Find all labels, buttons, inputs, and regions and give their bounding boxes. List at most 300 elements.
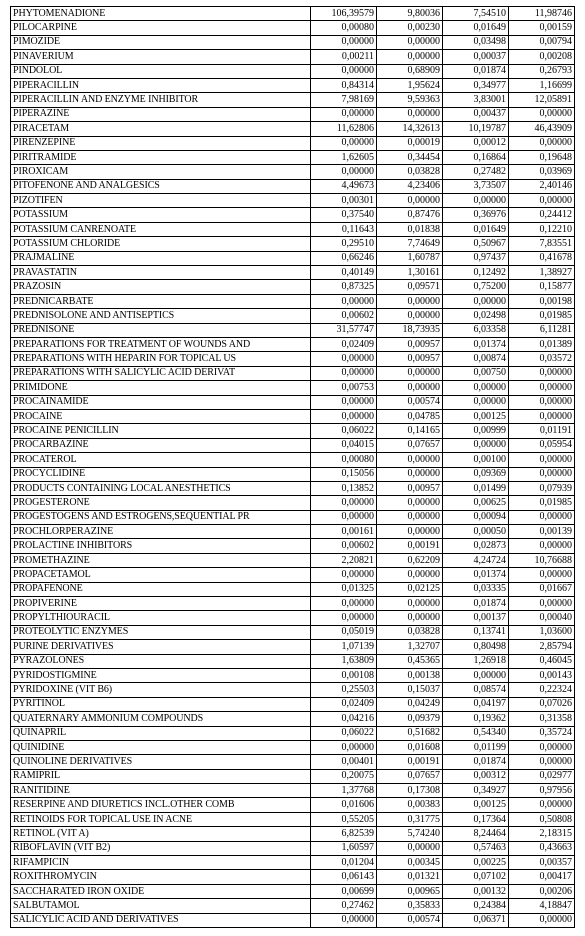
substance-name-cell: QUATERNARY AMMONIUM COMPOUNDS (11, 712, 311, 726)
value-cell-col1: 0,00602 (311, 539, 377, 553)
value-cell-col1: 0,00000 (311, 352, 377, 366)
value-cell-col2: 0,00574 (377, 395, 443, 409)
value-cell-col3: 0,04197 (443, 697, 509, 711)
value-cell-col3: 0,00037 (443, 50, 509, 64)
value-cell-col4: 10,76688 (509, 553, 575, 567)
value-cell-col4: 0,00206 (509, 884, 575, 898)
value-cell-col2: 0,03828 (377, 165, 443, 179)
table-row (11, 136, 575, 150)
value-cell-col1: 0,00699 (311, 884, 377, 898)
value-cell-col4: 0,12210 (509, 222, 575, 236)
value-cell-col4: 0,03969 (509, 165, 575, 179)
value-cell-col1: 0,00000 (311, 366, 377, 380)
value-cell-col2: 0,04249 (377, 697, 443, 711)
value-cell-col3: 0,13741 (443, 625, 509, 639)
value-cell-col2: 0,00574 (377, 913, 443, 927)
value-cell-col4: 12,05891 (509, 93, 575, 107)
value-cell-col3: 0,12492 (443, 266, 509, 280)
value-cell-col3: 0,19362 (443, 712, 509, 726)
value-cell-col1: 0,37540 (311, 208, 377, 222)
value-cell-col1: 7,98169 (311, 93, 377, 107)
value-cell-col2: 0,00000 (377, 453, 443, 467)
value-cell-col4: 0,00000 (509, 107, 575, 121)
table-row (11, 827, 575, 841)
table-row (11, 510, 575, 524)
value-cell-col1: 0,00000 (311, 165, 377, 179)
value-cell-col4: 0,00000 (509, 381, 575, 395)
table-row (11, 884, 575, 898)
value-cell-col1: 106,39579 (311, 7, 377, 21)
value-cell-col1: 0,00000 (311, 510, 377, 524)
value-cell-col3: 0,00000 (443, 395, 509, 409)
value-cell-col4: 0,01985 (509, 496, 575, 510)
value-cell-col4: 0,05954 (509, 438, 575, 452)
value-cell-col2: 0,00000 (377, 294, 443, 308)
value-cell-col4: 0,00794 (509, 35, 575, 49)
value-cell-col2: 0,03828 (377, 625, 443, 639)
substance-name-cell: PRAZOSIN (11, 280, 311, 294)
value-cell-col3: 0,24384 (443, 899, 509, 913)
table-row (11, 784, 575, 798)
value-cell-col1: 0,02409 (311, 697, 377, 711)
substance-name-cell: SALBUTAMOL (11, 899, 311, 913)
value-cell-col1: 0,11643 (311, 222, 377, 236)
value-cell-col2: 0,00000 (377, 510, 443, 524)
substance-name-cell: PYRIDOXINE (VIT B6) (11, 683, 311, 697)
value-cell-col4: 0,00000 (509, 539, 575, 553)
value-cell-col2: 0,00000 (377, 597, 443, 611)
table-row (11, 683, 575, 697)
substance-name-cell: PROCAINE PENICILLIN (11, 424, 311, 438)
table-row (11, 21, 575, 35)
table-row (11, 7, 575, 21)
value-cell-col1: 0,00161 (311, 525, 377, 539)
table-row (11, 309, 575, 323)
value-cell-col1: 0,00108 (311, 668, 377, 682)
value-cell-col4: 0,43663 (509, 841, 575, 855)
value-cell-col4: 2,40146 (509, 179, 575, 193)
value-cell-col2: 0,34454 (377, 150, 443, 164)
value-cell-col4: 0,15877 (509, 280, 575, 294)
value-cell-col2: 0,00000 (377, 50, 443, 64)
substance-name-cell: RAMIPRIL (11, 769, 311, 783)
value-cell-col4: 7,83551 (509, 237, 575, 251)
value-cell-col1: 0,66246 (311, 251, 377, 265)
table-row (11, 409, 575, 423)
table-row (11, 366, 575, 380)
value-cell-col4: 11,98746 (509, 7, 575, 21)
value-cell-col3: 0,00312 (443, 769, 509, 783)
substance-name-cell: PROPAFENONE (11, 582, 311, 596)
substance-name-cell: PROCAINAMIDE (11, 395, 311, 409)
table-row (11, 525, 575, 539)
substance-name-cell: PROGESTOGENS AND ESTROGENS,SEQUENTIAL PR (11, 510, 311, 524)
table-row (11, 467, 575, 481)
value-cell-col3: 0,00094 (443, 510, 509, 524)
value-cell-col4: 0,07939 (509, 481, 575, 495)
value-cell-col1: 0,00301 (311, 194, 377, 208)
substance-name-cell: SACCHARATED IRON OXIDE (11, 884, 311, 898)
value-cell-col3: 0,00625 (443, 496, 509, 510)
value-cell-col1: 0,00000 (311, 294, 377, 308)
value-cell-col3: 0,27482 (443, 165, 509, 179)
value-cell-col1: 0,00000 (311, 136, 377, 150)
value-cell-col3: 0,80498 (443, 640, 509, 654)
value-cell-col2: 9,59363 (377, 93, 443, 107)
value-cell-col1: 0,55205 (311, 812, 377, 826)
value-cell-col3: 0,50967 (443, 237, 509, 251)
value-cell-col4: 0,00000 (509, 409, 575, 423)
value-cell-col2: 0,00000 (377, 525, 443, 539)
substance-name-cell: PRIMIDONE (11, 381, 311, 395)
substance-name-cell: PHYTOMENADIONE (11, 7, 311, 21)
substance-name-cell: PILOCARPINE (11, 21, 311, 35)
value-cell-col3: 0,07102 (443, 870, 509, 884)
table-row (11, 251, 575, 265)
value-cell-col1: 0,00080 (311, 21, 377, 35)
value-cell-col2: 0,14165 (377, 424, 443, 438)
table-row (11, 165, 575, 179)
substance-name-cell: PROLACTINE INHIBITORS (11, 539, 311, 553)
value-cell-col2: 0,00000 (377, 35, 443, 49)
value-cell-col3: 4,24724 (443, 553, 509, 567)
value-cell-col4: 0,00000 (509, 467, 575, 481)
value-cell-col2: 1,30161 (377, 266, 443, 280)
substance-name-cell: PURINE DERIVATIVES (11, 640, 311, 654)
value-cell-col3: 0,00012 (443, 136, 509, 150)
table-row (11, 539, 575, 553)
value-cell-col2: 0,00000 (377, 611, 443, 625)
value-cell-col2: 5,74240 (377, 827, 443, 841)
value-cell-col3: 0,00100 (443, 453, 509, 467)
table-row (11, 64, 575, 78)
substance-name-cell: PROGESTERONE (11, 496, 311, 510)
value-cell-col2: 0,00191 (377, 539, 443, 553)
value-cell-col2: 0,00965 (377, 884, 443, 898)
value-cell-col2: 0,00383 (377, 798, 443, 812)
value-cell-col2: 0,00019 (377, 136, 443, 150)
value-cell-col2: 1,32707 (377, 640, 443, 654)
table-row (11, 78, 575, 92)
substance-name-cell: PIPERACILLIN (11, 78, 311, 92)
value-cell-col3: 0,00137 (443, 611, 509, 625)
value-cell-col4: 0,26793 (509, 64, 575, 78)
substance-name-cell: RETINOL (VIT A) (11, 827, 311, 841)
value-cell-col4: 1,03600 (509, 625, 575, 639)
value-cell-col4: 1,38927 (509, 266, 575, 280)
table-row (11, 93, 575, 107)
value-cell-col3: 0,34927 (443, 784, 509, 798)
value-cell-col4: 0,50808 (509, 812, 575, 826)
value-cell-col2: 0,07657 (377, 438, 443, 452)
value-cell-col1: 11,62806 (311, 122, 377, 136)
table-row (11, 798, 575, 812)
value-cell-col1: 0,27462 (311, 899, 377, 913)
table-row (11, 35, 575, 49)
substance-name-cell: PINDOLOL (11, 64, 311, 78)
value-cell-col1: 0,00000 (311, 64, 377, 78)
value-cell-col3: 0,36976 (443, 208, 509, 222)
value-cell-col3: 7,54510 (443, 7, 509, 21)
value-cell-col4: 0,00000 (509, 194, 575, 208)
value-cell-col3: 0,01874 (443, 64, 509, 78)
value-cell-col4: 0,00000 (509, 755, 575, 769)
value-cell-col3: 0,01874 (443, 597, 509, 611)
table-row (11, 640, 575, 654)
value-cell-col2: 0,00345 (377, 856, 443, 870)
value-cell-col3: 0,03335 (443, 582, 509, 596)
substance-name-cell: PYRIDOSTIGMINE (11, 668, 311, 682)
substance-name-cell: QUINOLINE DERIVATIVES (11, 755, 311, 769)
value-cell-col2: 0,00000 (377, 568, 443, 582)
value-cell-col1: 0,00000 (311, 409, 377, 423)
table-body (11, 7, 575, 928)
table-row (11, 266, 575, 280)
value-cell-col3: 0,01199 (443, 740, 509, 754)
value-cell-col3: 0,01649 (443, 222, 509, 236)
substance-name-cell: SALICYLIC ACID AND DERIVATIVES (11, 913, 311, 927)
value-cell-col4: 46,43909 (509, 122, 575, 136)
value-cell-col1: 0,06143 (311, 870, 377, 884)
table-row (11, 597, 575, 611)
value-cell-col2: 0,01321 (377, 870, 443, 884)
value-cell-col3: 1,26918 (443, 654, 509, 668)
value-cell-col3: 0,00000 (443, 438, 509, 452)
value-cell-col2: 0,51682 (377, 726, 443, 740)
value-cell-col1: 0,00000 (311, 597, 377, 611)
value-cell-col1: 0,25503 (311, 683, 377, 697)
value-cell-col1: 1,63809 (311, 654, 377, 668)
value-cell-col1: 0,00753 (311, 381, 377, 395)
substance-name-cell: PREPARATIONS WITH SALICYLIC ACID DERIVAT (11, 366, 311, 380)
value-cell-col2: 0,00000 (377, 381, 443, 395)
value-cell-col4: 0,01191 (509, 424, 575, 438)
value-cell-col2: 0,00000 (377, 496, 443, 510)
value-cell-col1: 0,00000 (311, 913, 377, 927)
substance-name-cell: PREDNICARBATE (11, 294, 311, 308)
value-cell-col4: 0,41678 (509, 251, 575, 265)
substance-name-cell: PREDNISONE (11, 323, 311, 337)
value-cell-col2: 18,73935 (377, 323, 443, 337)
value-cell-col3: 0,00000 (443, 668, 509, 682)
table-row (11, 726, 575, 740)
table-row (11, 568, 575, 582)
table-row (11, 899, 575, 913)
table-row (11, 150, 575, 164)
substance-name-cell: PREPARATIONS FOR TREATMENT OF WOUNDS AND (11, 337, 311, 351)
table-row (11, 381, 575, 395)
value-cell-col2: 0,00230 (377, 21, 443, 35)
value-cell-col1: 0,01325 (311, 582, 377, 596)
value-cell-col3: 0,02498 (443, 309, 509, 323)
substance-name-cell: QUINIDINE (11, 740, 311, 754)
table-row (11, 337, 575, 351)
table-row (11, 323, 575, 337)
table-row (11, 222, 575, 236)
value-cell-col4: 0,35724 (509, 726, 575, 740)
substance-name-cell: PIZOTIFEN (11, 194, 311, 208)
value-cell-col1: 0,00000 (311, 740, 377, 754)
value-cell-col4: 0,00139 (509, 525, 575, 539)
substance-name-cell: PIMOZIDE (11, 35, 311, 49)
value-cell-col1: 0,04216 (311, 712, 377, 726)
value-cell-col3: 0,03498 (443, 35, 509, 49)
value-cell-col4: 0,00417 (509, 870, 575, 884)
value-cell-col1: 0,06022 (311, 424, 377, 438)
value-cell-col1: 0,00000 (311, 568, 377, 582)
value-cell-col3: 0,00874 (443, 352, 509, 366)
table-row (11, 237, 575, 251)
value-cell-col2: 0,87476 (377, 208, 443, 222)
value-cell-col4: 0,03572 (509, 352, 575, 366)
table-row (11, 625, 575, 639)
substance-name-cell: POTASSIUM CANRENOATE (11, 222, 311, 236)
value-cell-col3: 0,57463 (443, 841, 509, 855)
table-row (11, 611, 575, 625)
value-cell-col3: 0,01374 (443, 337, 509, 351)
table-row (11, 453, 575, 467)
value-cell-col2: 0,00191 (377, 755, 443, 769)
value-cell-col2: 0,02125 (377, 582, 443, 596)
value-cell-col3: 0,01374 (443, 568, 509, 582)
table-row (11, 740, 575, 754)
value-cell-col4: 0,00000 (509, 136, 575, 150)
substance-name-cell: PIRACETAM (11, 122, 311, 136)
substance-name-cell: RIFAMPICIN (11, 856, 311, 870)
value-cell-col2: 0,00000 (377, 841, 443, 855)
value-cell-col1: 0,00211 (311, 50, 377, 64)
substance-name-cell: PREPARATIONS WITH HEPARIN FOR TOPICAL US (11, 352, 311, 366)
value-cell-col3: 0,08574 (443, 683, 509, 697)
value-cell-col2: 0,01838 (377, 222, 443, 236)
value-cell-col3: 0,01874 (443, 755, 509, 769)
value-cell-col4: 0,46045 (509, 654, 575, 668)
value-cell-col3: 0,01649 (443, 21, 509, 35)
value-cell-col2: 0,04785 (377, 409, 443, 423)
value-cell-col4: 0,00000 (509, 510, 575, 524)
substance-name-cell: PINAVERIUM (11, 50, 311, 64)
value-cell-col2: 0,00000 (377, 366, 443, 380)
substance-name-cell: POTASSIUM (11, 208, 311, 222)
value-cell-col1: 0,00080 (311, 453, 377, 467)
value-cell-col2: 14,32613 (377, 122, 443, 136)
value-cell-col3: 0,00750 (443, 366, 509, 380)
table-row (11, 769, 575, 783)
value-cell-col2: 0,00000 (377, 309, 443, 323)
value-cell-col1: 31,57747 (311, 323, 377, 337)
value-cell-col4: 0,01389 (509, 337, 575, 351)
value-cell-col4: 2,85794 (509, 640, 575, 654)
value-cell-col1: 0,15056 (311, 467, 377, 481)
value-cell-col1: 0,84314 (311, 78, 377, 92)
value-cell-col1: 0,00000 (311, 395, 377, 409)
value-cell-col3: 0,00125 (443, 409, 509, 423)
substance-name-cell: PROPYLTHIOURACIL (11, 611, 311, 625)
substance-name-cell: ROXITHROMYCIN (11, 870, 311, 884)
value-cell-col3: 0,00050 (443, 525, 509, 539)
substance-name-cell: PYRITINOL (11, 697, 311, 711)
value-cell-col1: 0,05019 (311, 625, 377, 639)
value-cell-col1: 4,49673 (311, 179, 377, 193)
value-cell-col2: 0,00000 (377, 467, 443, 481)
value-cell-col1: 1,37768 (311, 784, 377, 798)
value-cell-col1: 0,00000 (311, 107, 377, 121)
table-row (11, 122, 575, 136)
value-cell-col2: 0,35833 (377, 899, 443, 913)
table-row (11, 697, 575, 711)
value-cell-col2: 0,00000 (377, 107, 443, 121)
value-cell-col2: 0,00957 (377, 352, 443, 366)
substance-name-cell: PIPERACILLIN AND ENZYME INHIBITOR (11, 93, 311, 107)
substance-name-cell: PREDNISOLONE AND ANTISEPTICS (11, 309, 311, 323)
table-row (11, 395, 575, 409)
value-cell-col1: 0,04015 (311, 438, 377, 452)
value-cell-col3: 10,19787 (443, 122, 509, 136)
table-row (11, 194, 575, 208)
value-cell-col4: 0,00000 (509, 798, 575, 812)
substance-name-cell: PRODUCTS CONTAINING LOCAL ANESTHETICS (11, 481, 311, 495)
table-row (11, 294, 575, 308)
substance-name-cell: PROPACETAMOL (11, 568, 311, 582)
value-cell-col2: 0,62209 (377, 553, 443, 567)
value-cell-col2: 9,80036 (377, 7, 443, 21)
table-row (11, 179, 575, 193)
value-cell-col3: 3,73507 (443, 179, 509, 193)
value-cell-col4: 0,00208 (509, 50, 575, 64)
value-cell-col2: 0,01608 (377, 740, 443, 754)
value-cell-col1: 0,06022 (311, 726, 377, 740)
value-cell-col1: 0,00401 (311, 755, 377, 769)
value-cell-col2: 0,17308 (377, 784, 443, 798)
value-cell-col1: 0,01204 (311, 856, 377, 870)
table-row (11, 424, 575, 438)
substance-name-cell: POTASSIUM CHLORIDE (11, 237, 311, 251)
value-cell-col4: 0,00143 (509, 668, 575, 682)
value-cell-col2: 4,23406 (377, 179, 443, 193)
table-row (11, 496, 575, 510)
substance-name-cell: PROCATEROL (11, 453, 311, 467)
value-cell-col3: 0,00000 (443, 194, 509, 208)
value-cell-col4: 0,31358 (509, 712, 575, 726)
substance-name-cell: RESERPINE AND DIURETICS INCL.OTHER COMB (11, 798, 311, 812)
value-cell-col1: 0,13852 (311, 481, 377, 495)
value-cell-col2: 0,15037 (377, 683, 443, 697)
value-cell-col2: 0,07657 (377, 769, 443, 783)
value-cell-col3: 0,02873 (443, 539, 509, 553)
table-row (11, 841, 575, 855)
table-row (11, 107, 575, 121)
value-cell-col2: 0,00138 (377, 668, 443, 682)
value-cell-col4: 6,11281 (509, 323, 575, 337)
value-cell-col4: 0,00000 (509, 740, 575, 754)
value-cell-col3: 0,16864 (443, 150, 509, 164)
table-row (11, 913, 575, 927)
value-cell-col4: 0,22324 (509, 683, 575, 697)
table-row (11, 50, 575, 64)
substance-name-cell: PROCYCLIDINE (11, 467, 311, 481)
table-row (11, 654, 575, 668)
value-cell-col1: 1,62605 (311, 150, 377, 164)
value-cell-col4: 4,18847 (509, 899, 575, 913)
substance-name-cell: PROCARBAZINE (11, 438, 311, 452)
value-cell-col3: 0,00132 (443, 884, 509, 898)
value-cell-col3: 0,34977 (443, 78, 509, 92)
value-cell-col4: 1,16699 (509, 78, 575, 92)
value-cell-col4: 0,00357 (509, 856, 575, 870)
value-cell-col4: 0,97956 (509, 784, 575, 798)
value-cell-col1: 0,00000 (311, 35, 377, 49)
value-cell-col2: 1,95624 (377, 78, 443, 92)
